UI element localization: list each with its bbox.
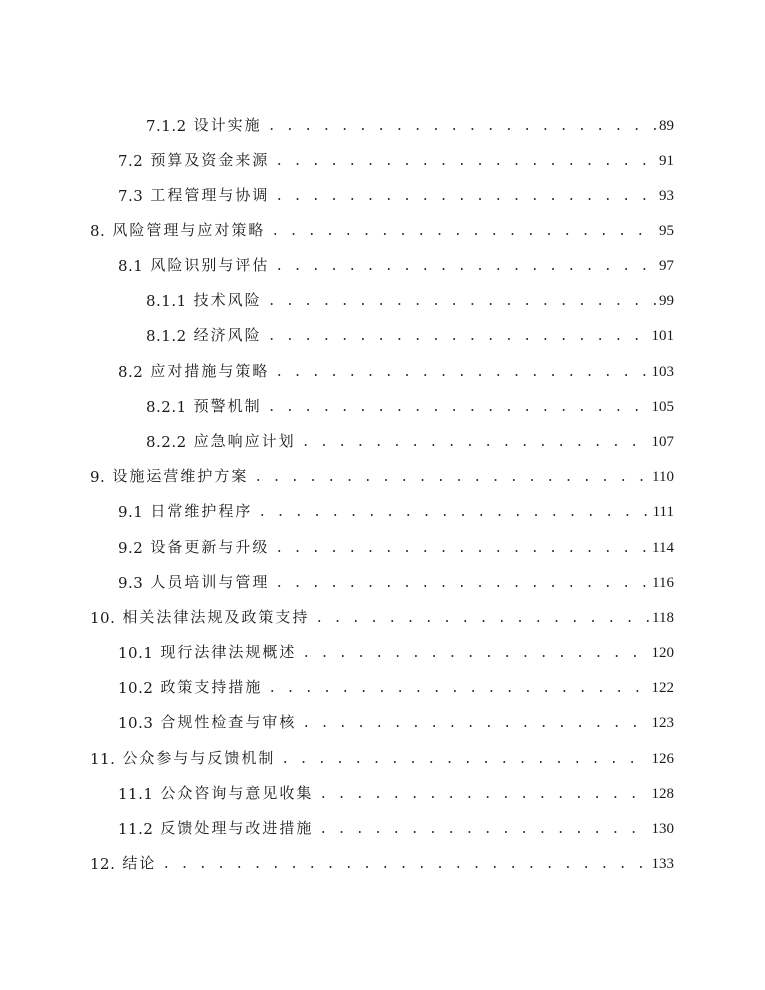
toc-entry-number: 8.1.2 xyxy=(146,327,187,345)
dot-leader xyxy=(302,716,648,732)
dot-leader xyxy=(275,365,648,381)
toc-entry-number: 12. xyxy=(90,855,116,873)
dot-leader xyxy=(268,329,649,345)
toc-page-number: 97 xyxy=(659,258,674,274)
toc-page-number: 116 xyxy=(652,575,674,591)
toc-entry-number: 8.2 xyxy=(118,363,144,381)
toc-entry[interactable] xyxy=(118,359,674,381)
toc-entry-number: 11. xyxy=(90,750,116,768)
toc-entry-title: 应急响应计划 xyxy=(193,432,296,450)
toc-entry-number: 11.2 xyxy=(118,820,154,838)
toc-entry-number: 8.2.1 xyxy=(146,398,187,416)
dot-leader xyxy=(319,787,648,803)
toc-entry-number: 10.1 xyxy=(118,644,154,662)
toc-entry-title: 合规性检查与审核 xyxy=(160,713,297,731)
toc-entry-number: 7.3 xyxy=(118,187,144,205)
dot-leader xyxy=(275,189,656,205)
toc-page-number: 103 xyxy=(651,364,674,380)
toc-entry-title: 经济风险 xyxy=(193,326,262,344)
toc-entry[interactable] xyxy=(146,113,674,135)
toc-entry-number: 10. xyxy=(90,609,116,627)
toc-entry[interactable] xyxy=(118,816,674,838)
toc-entry[interactable] xyxy=(146,394,674,416)
toc-entry-title: 政策支持措施 xyxy=(160,678,263,696)
toc-entry-number: 10.3 xyxy=(118,714,154,732)
toc-entry[interactable] xyxy=(118,148,674,170)
toc-entry[interactable] xyxy=(90,851,674,873)
dot-leader xyxy=(275,259,656,275)
toc-entry-title: 设施运营维护方案 xyxy=(112,467,249,485)
toc-page-number: 99 xyxy=(659,293,674,309)
toc-entry-title: 公众参与与反馈机制 xyxy=(122,749,276,767)
dot-leader xyxy=(275,541,649,557)
toc-page-number: 123 xyxy=(651,715,674,731)
toc-entry-number: 8.2.2 xyxy=(146,433,187,451)
toc-page-number: 120 xyxy=(651,645,674,661)
toc-entry-number: 8.1 xyxy=(118,257,144,275)
toc-page-number: 105 xyxy=(651,399,674,415)
toc-entry[interactable] xyxy=(146,288,674,310)
toc-entry[interactable] xyxy=(146,429,674,451)
toc-entry-title: 应对措施与策略 xyxy=(150,362,270,380)
toc-entry-title: 设计实施 xyxy=(193,116,262,134)
dot-leader xyxy=(281,752,648,768)
toc-entry[interactable] xyxy=(118,535,674,557)
toc-page-number: 110 xyxy=(652,469,674,485)
toc-page-number: 107 xyxy=(651,434,674,450)
toc-page-number: 128 xyxy=(651,786,674,802)
dot-leader xyxy=(275,576,649,592)
toc-page-number: 118 xyxy=(652,610,674,626)
toc-entry[interactable] xyxy=(118,499,674,521)
toc-entry-title: 现行法律法规概述 xyxy=(160,643,297,661)
toc-page-number: 122 xyxy=(651,680,674,696)
toc-page-number: 91 xyxy=(659,153,674,169)
toc-page-number: 130 xyxy=(651,821,674,837)
dot-leader xyxy=(268,681,648,697)
toc-entry-number: 9.1 xyxy=(118,503,144,521)
toc-entry[interactable] xyxy=(118,253,674,275)
toc-entry-title: 结论 xyxy=(122,854,157,872)
dot-leader xyxy=(302,435,649,451)
toc-entry[interactable] xyxy=(146,323,674,345)
toc-page-number: 93 xyxy=(659,188,674,204)
toc-entry[interactable] xyxy=(90,218,674,240)
toc-entry-number: 10.2 xyxy=(118,679,154,697)
toc-entry-number: 7.2 xyxy=(118,152,144,170)
dot-leader xyxy=(258,505,649,521)
dot-leader xyxy=(302,646,648,662)
toc-entry-title: 反馈处理与改进措施 xyxy=(160,819,314,837)
toc-entry-number: 9. xyxy=(90,468,106,486)
toc-page-number: 133 xyxy=(651,856,674,872)
dot-leader xyxy=(271,224,656,240)
dot-leader xyxy=(268,400,649,416)
toc-page-number: 126 xyxy=(651,751,674,767)
toc-entry-title: 工程管理与协调 xyxy=(150,186,270,204)
toc-entry-title: 日常维护程序 xyxy=(150,502,253,520)
toc-entry-title: 设备更新与升级 xyxy=(150,538,270,556)
dot-leader xyxy=(275,154,656,170)
toc-page-number: 89 xyxy=(659,118,674,134)
dot-leader xyxy=(315,611,649,627)
toc-entry[interactable] xyxy=(90,464,674,486)
toc-entry[interactable] xyxy=(118,781,674,803)
toc-entry-title: 相关法律法规及政策支持 xyxy=(122,608,310,626)
toc-entry-title: 人员培训与管理 xyxy=(150,573,270,591)
toc-page-number: 95 xyxy=(659,223,674,239)
dot-leader xyxy=(319,822,648,838)
toc-entry[interactable] xyxy=(118,710,674,732)
toc-entry-number: 11.1 xyxy=(118,785,154,803)
toc-entry-title: 风险管理与应对策略 xyxy=(112,221,266,239)
toc-entry-number: 9.2 xyxy=(118,539,144,557)
toc-entry-title: 风险识别与评估 xyxy=(150,256,270,274)
dot-leader xyxy=(254,470,649,486)
toc-entry[interactable] xyxy=(118,640,674,662)
toc-page-number: 111 xyxy=(652,504,674,520)
toc-entry-number: 8. xyxy=(90,222,106,240)
toc-entry-title: 预算及资金来源 xyxy=(150,151,270,169)
dot-leader xyxy=(162,857,648,873)
dot-leader xyxy=(268,294,656,310)
toc-entry[interactable] xyxy=(90,746,674,768)
toc-entry-title: 技术风险 xyxy=(193,291,262,309)
toc-entry-title: 预警机制 xyxy=(193,397,262,415)
toc-entry-number: 7.1.2 xyxy=(146,117,187,135)
toc-entry[interactable] xyxy=(90,605,674,627)
toc-page-number: 114 xyxy=(652,540,674,556)
toc-page-number: 101 xyxy=(651,328,674,344)
toc-entry-title: 公众咨询与意见收集 xyxy=(160,784,314,802)
toc-entry[interactable] xyxy=(118,570,674,592)
toc-entry[interactable] xyxy=(118,675,674,697)
dot-leader xyxy=(268,119,656,135)
toc-entry-number: 9.3 xyxy=(118,574,144,592)
toc-entry[interactable] xyxy=(118,183,674,205)
toc-entry-number: 8.1.1 xyxy=(146,292,187,310)
